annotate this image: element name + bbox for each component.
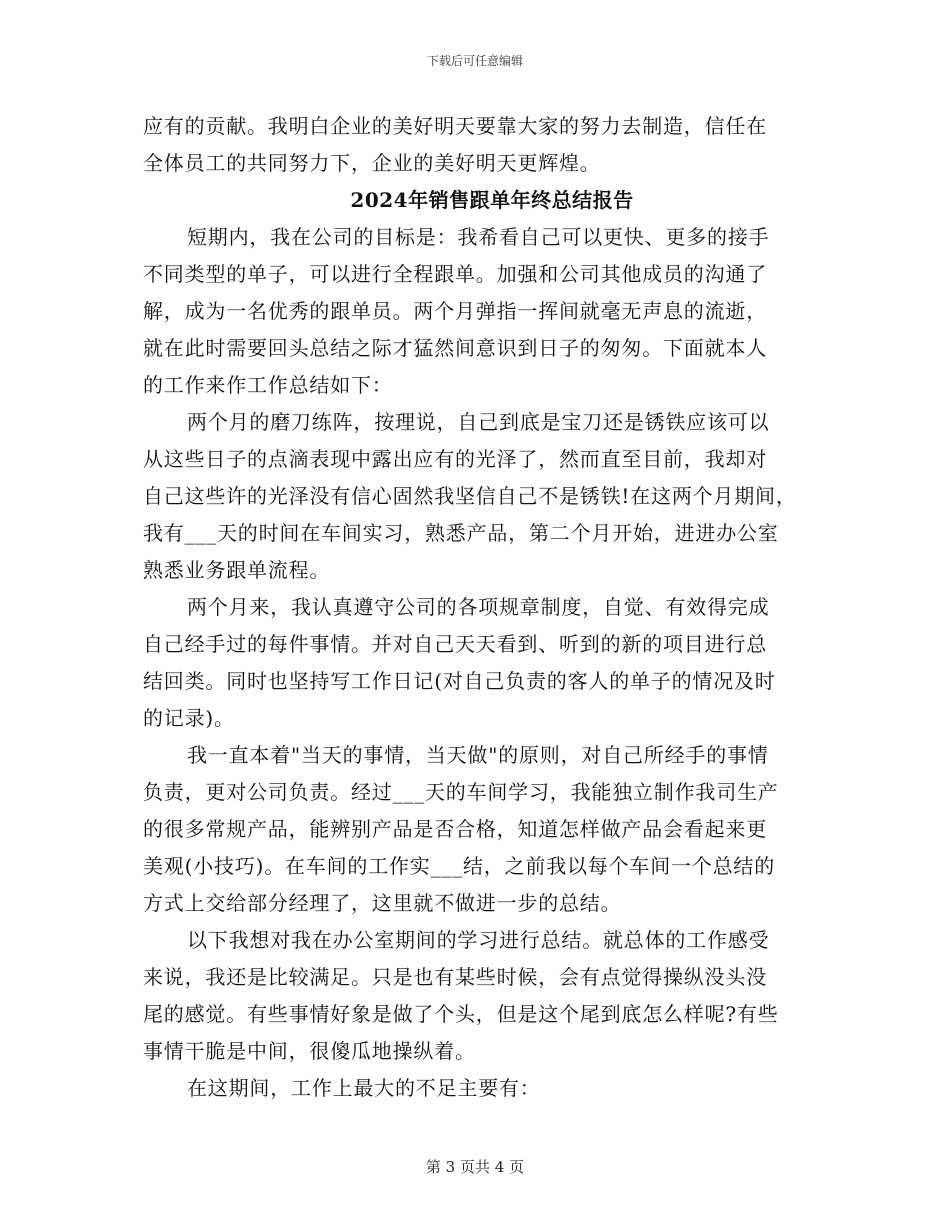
paragraph [143, 1070, 811, 1107]
paragraph-line: 事情干脆是中间，很傻瓜地操纵着。 [143, 1039, 476, 1063]
paragraph-line: 解，成为一名优秀的跟单员。两个月弹指一挥间就毫无声息的流逝， [143, 299, 767, 323]
paragraph-line: 短期内，我在公司的目标是：我希看自己可以更快、更多的接手 [187, 225, 770, 249]
paragraph-line: 在这期间，工作上最大的不足主要有： [187, 1076, 541, 1100]
paragraph [143, 922, 811, 1070]
paragraph-line: 以下我想对我在办公室期间的学习进行总结。就总体的工作感受 [187, 928, 770, 952]
paragraph-line: 自己这些许的光泽没有信心固然我坚信自己不是锈铁!在这两个月期间， [143, 484, 797, 508]
paragraph-line: 美观(小技巧)。在车间的工作实___结，之前我以每个车间一个总结的 [143, 854, 776, 878]
paragraph-line: 从这些日子的点滴表现中露出应有的光泽了，然而直至目前，我却对 [143, 447, 767, 471]
paragraph-line: 自己经手过的每件事情。并对自己天天看到、听到的新的项目进行总 [143, 632, 767, 656]
document-body [143, 108, 811, 1107]
intro-line: 全体员工的共同努力下，企业的美好明天更辉煌。 [143, 151, 601, 175]
paragraph-line: 我有___天的时间在车间实习，熟悉产品，第二个月开始，进进办公室 [143, 521, 779, 545]
page-number: 第 3 页共 4 页 [425, 1158, 525, 1176]
paragraph-line: 不同类型的单子，可以进行全程跟单。加强和公司其他成员的沟通了 [143, 262, 767, 286]
paragraph-line: 我一直本着"当天的事情，当天做"的原则，对自己所经手的事情 [187, 743, 769, 767]
paragraph [143, 589, 811, 737]
paragraph-line: 的记录)。 [143, 706, 235, 730]
page-header: 下载后可任意编辑 [426, 54, 523, 68]
paragraph-line: 就在此时需要回头总结之际才猛然间意识到日子的匆匆。下面就本人 [143, 336, 767, 360]
paragraph-line: 的工作来作工作总结如下： [143, 373, 393, 397]
paragraph [143, 737, 811, 922]
paragraph-line: 熟悉业务跟单流程。 [143, 558, 331, 582]
intro-line: 应有的贡献。我明白企业的美好明天要靠大家的努力去制造，信任在 [143, 114, 767, 138]
paragraph-line: 负责，更对公司负责。经过___天的车间学习，我能独立制作我司生产 [143, 780, 779, 804]
paragraph-line: 两个月的磨刀练阵，按理说，自己到底是宝刀还是锈铁应该可以 [187, 410, 770, 434]
paragraph-line: 的很多常规产品，能辨别产品是否合格，知道怎样做产品会看起来更 [143, 817, 767, 841]
paragraph-line: 两个月来，我认真遵守公司的各项规章制度，自觉、有效得完成 [187, 595, 770, 619]
paragraph-line: 结回类。同时也坚持写工作日记(对自己负责的客人的单子的情况及时 [143, 669, 776, 693]
paragraph [143, 219, 811, 404]
paragraph-line: 来说，我还是比较满足。只是也有某些时候，会有点觉得操纵没头没 [143, 965, 767, 989]
paragraph-line: 尾的感觉。有些事情好象是做了个头，但是这个尾到底怎么样呢?有些 [143, 1002, 779, 1026]
paragraph-line: 方式上交给部分经理了，这里就不做进一步的总结。 [143, 891, 622, 915]
paragraph [143, 404, 811, 589]
report-title: 2024年销售跟单年终总结报告 [350, 188, 634, 212]
